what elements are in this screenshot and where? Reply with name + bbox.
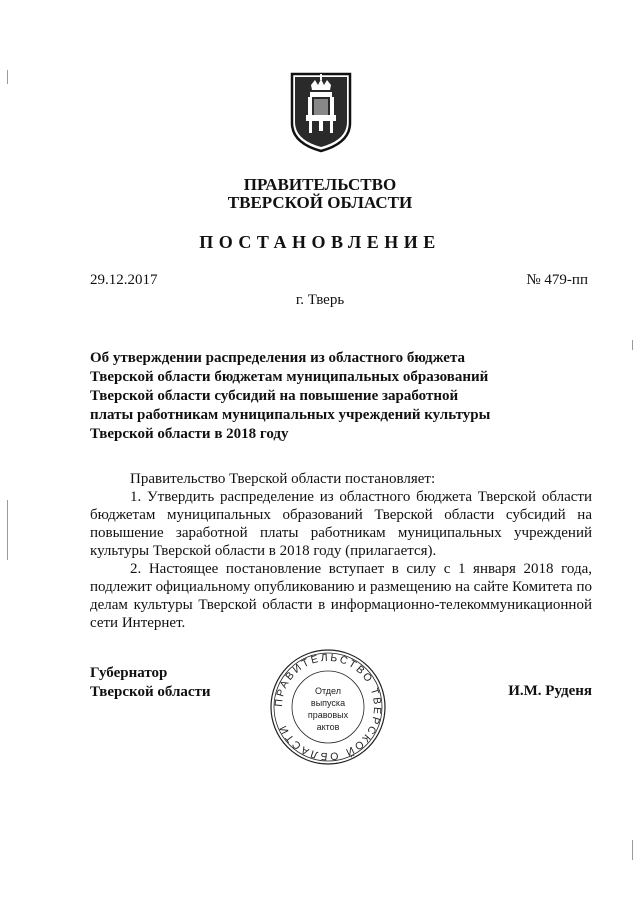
signatory-position xyxy=(90,664,211,702)
body-intro: Правительство Тверской области постановляет: xyxy=(130,471,436,487)
org-name-line1: ПРАВИТЕЛЬСТВО xyxy=(243,175,397,194)
signatory-position-line1: Губернатор xyxy=(90,665,168,681)
document-type: ПОСТАНОВЛЕНИЕ xyxy=(199,232,441,252)
stamp-center-line: выпуска xyxy=(310,698,346,708)
signatory-position-line2: Тверской области xyxy=(90,684,211,700)
document-subject xyxy=(90,349,560,444)
body-item-2: 2. Настоящее постановление вступает в силу с 1 января 2018 года, подлежит официальному опубликованию и размещению на сайте Комитета по делам культуры Тверской области в информационно-телекоммуникационной сети Интернет. xyxy=(90,561,592,631)
document-date: 29.12.2017 xyxy=(90,272,158,288)
scan-edge-mark xyxy=(632,840,633,860)
body-item-1: 1. Утвердить распределение из областного бюджета Тверской области бюджетам муниципальных образований Тверской области субсидий на повышение заработной платы работникам муниципальных учреждений культуры Тверской области в 2018 году (прилагается). xyxy=(90,489,592,559)
scan-edge-mark xyxy=(7,500,8,560)
org-name-line2: ТВЕРСКОЙ ОБЛАСТИ xyxy=(227,193,413,212)
document-city: г. Тверь xyxy=(295,292,345,308)
subject-line: Тверской области субсидий на повышение заработной xyxy=(90,388,459,404)
scan-edge-mark xyxy=(632,340,633,350)
subject-line: Об утверждении распределения из областного бюджета xyxy=(90,350,465,366)
stamp-center-line: правовых xyxy=(307,710,349,720)
subject-line: Тверской области в 2018 году xyxy=(90,426,289,442)
stamp-center-line: Отдел xyxy=(314,686,342,696)
stamp-ring-text: ПРАВИТЕЛЬСТВО ТВЕРСКОЙ ОБЛАСТИ xyxy=(272,651,384,763)
coat-of-arms-icon xyxy=(289,71,353,153)
document-number: № 479-пп xyxy=(526,272,588,288)
stamp-center-line: актов xyxy=(316,722,340,732)
scan-edge-mark xyxy=(7,70,8,84)
stamp-center-text xyxy=(296,685,360,733)
subject-line: платы работникам муниципальных учреждений культуры xyxy=(90,407,491,423)
subject-line: Тверской области бюджетам муниципальных образований xyxy=(90,369,489,385)
signatory-name: И.М. Руденя xyxy=(508,683,592,699)
document-body xyxy=(90,470,592,632)
